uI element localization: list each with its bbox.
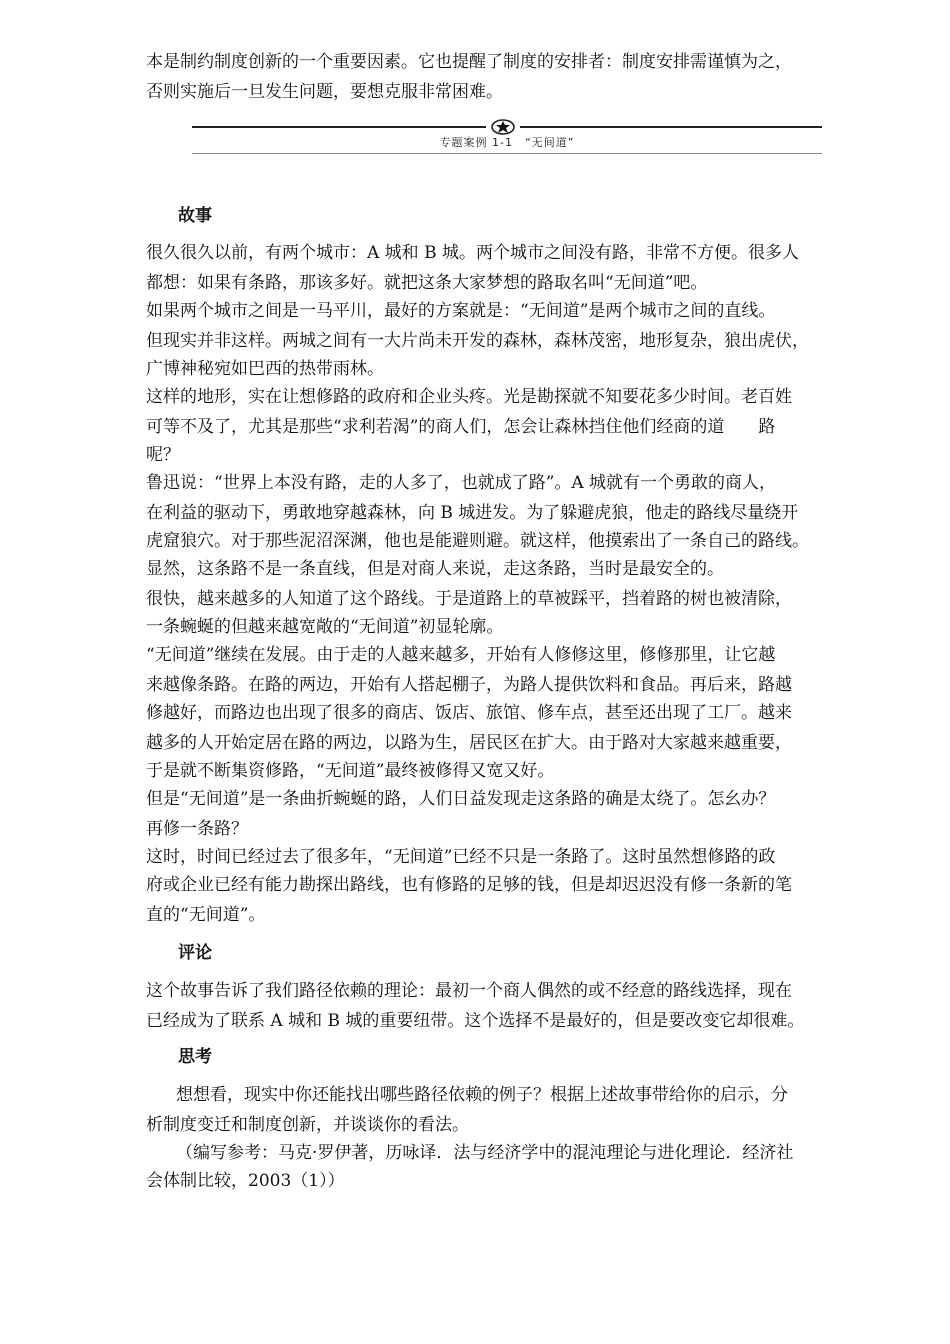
story-line: 很久很久以前，有两个城市：A 城和 B 城。两个城市之间没有路，非常不方便。很多人 [146, 243, 799, 263]
intro-line: 本是制约制度创新的一个重要因素。它也提醒了制度的安排者：制度安排需谨慎为之， [146, 52, 792, 72]
story-line: 来越像条路。在路的两边，开始有人搭起棚子，为路人提供饮料和食品。再后来，路越 [146, 675, 792, 695]
thinking-line: 想想看，现实中你还能找出哪些路径依赖的例子？根据上述故事带给你的启示，分 [176, 1085, 788, 1105]
story-line: 于是就不断集资修路，“无间道”最终被修得又宽又好。 [146, 761, 555, 781]
story-line: 这样的地形，实在让想修路的政府和企业头疼。光是勘探就不知要花多少时间。老百姓 [146, 387, 792, 407]
story-line: 可等不及了，尤其是那些“求利若渴”的商人们，怎会让森林挡住他们经商的道 路 [146, 417, 776, 437]
story-line: 呢？ [146, 445, 180, 465]
reference-line: （编写参考：马克·罗伊著，历咏译．法与经济学中的混沌理论与进化理论．经济社 [176, 1143, 794, 1163]
thinking-line: 析制度变迁和制度创新，并谈谈你的看法。 [146, 1115, 469, 1135]
story-line: 但现实并非这样。两城之间有一大片尚未开发的森林，森林茂密，地形复杂，狼出虎伏， [146, 331, 809, 351]
heading-story: 故事 [178, 206, 212, 226]
story-line: 鲁迅说：“世界上本没有路，走的人多了，也就成了路”。A 城就有一个勇敢的商人， [146, 473, 777, 493]
story-line: 一条蜿蜒的但越来越宽敞的“无间道”初显轮廓。 [146, 617, 504, 637]
story-line: 再修一条路？ [146, 819, 248, 839]
story-line: 都想：如果有条路，那该多好。就把这条大家梦想的路取名叫“无间道”吧。 [146, 273, 708, 293]
story-line: 显然，这条路不是一条直线，但是对商人来说，走这条路，当时是最安全的。 [146, 559, 724, 579]
story-line: “无间道”继续在发展。由于走的人越来越多，开始有人修修这里，修修那里，让它越 [146, 645, 776, 665]
banner-title: 专题案例 1-1 “无间道” [439, 136, 575, 149]
story-line: 府或企业已经有能力勘探出路线，也有修路的足够的钱，但是却迟迟没有修一条新的笔 [146, 875, 792, 895]
heading-thinking: 思考 [178, 1047, 212, 1067]
heading-comment: 评论 [178, 943, 212, 963]
story-line: 在利益的驱动下，勇敢地穿越森林，向 B 城进发。为了躲避虎狼，他走的路线尽量绕开 [146, 503, 799, 523]
reference-line: 会体制比较，2003（1）） [146, 1171, 345, 1191]
banner-bottom-rule [192, 153, 822, 154]
comment-line: 这个故事告诉了我们路径依赖的理论：最初一个商人偶然的或不经意的路线选择，现在 [146, 981, 792, 1001]
story-line: 很快，越来越多的人知道了这个路线。于是道路上的草被踩平，挡着路的树也被清除， [146, 589, 792, 609]
story-line: 修越好，而路边也出现了很多的商店、饭店、旅馆、修车点，甚至还出现了工厂。越来 [146, 703, 792, 723]
intro-line: 否则实施后一旦发生问题，要想克服非常困难。 [146, 82, 503, 102]
comment-line: 已经成为了联系 A 城和 B 城的重要纽带。这个选择不是最好的，但是要改变它却很难。 [146, 1011, 805, 1031]
leaf-ornament-icon [486, 118, 520, 136]
case-banner [192, 116, 822, 156]
story-line: 直的“无间道”。 [146, 905, 266, 925]
story-line: 虎窟狼穴。对于那些泥沼深渊，他也是能避则避。就这样，他摸索出了一条自己的路线。 [146, 531, 809, 551]
story-line: 但是“无间道”是一条曲折蜿蜒的路，人们日益发现走这条路的确是太绕了。怎幺办？ [146, 789, 776, 809]
story-line: 这时，时间已经过去了很多年，“无间道”已经不只是一条路了。这时虽然想修路的政 [146, 847, 776, 867]
story-line: 越多的人开始定居在路的两边，以路为生，居民区在扩大。由于路对大家越来越重要， [146, 733, 792, 753]
story-line: 如果两个城市之间是一马平川，最好的方案就是：“无间道”是两个城市之间的直线。 [146, 301, 776, 321]
story-line: 广博神秘宛如巴西的热带雨林。 [146, 359, 384, 379]
